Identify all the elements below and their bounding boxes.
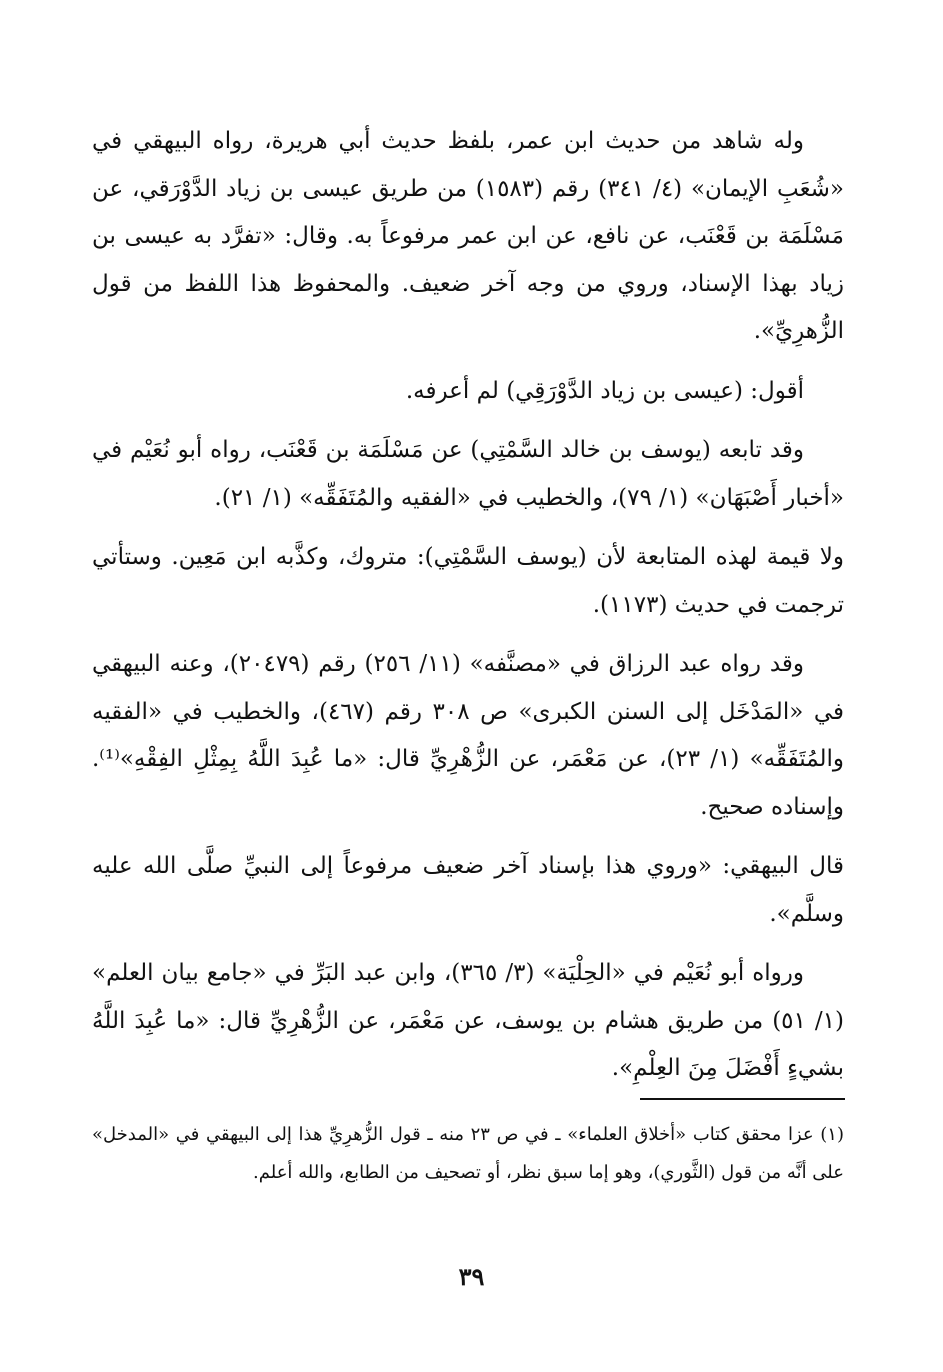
paragraph-shahid: وله شاهد من حديث ابن عمر، بلفظ حديث أبي هريرة، رواه البيهقي في «شُعَبِ الإيمان» (٤/ ٣٤١) رقم (١٥٨٣) من طريق عيسى بن زياد الدَّوْرَقي، عن مَسْلَمَة بن قَعْنَب، عن نافع، عن ابن عمر مرفوعاً به. وقال: «تفرَّد به عيسى بن زياد بهذا الإسناد، وروي من وجه آخر ضعيف. والمحفوظ هذا اللفظ من قول الزُّهرِيِّ». [92,128,845,344]
paragraph-abu-nuaym: ورواه أبو نُعَيْم في «الحِلْيَة» (٣/ ٣٦٥)، وابن عبد البَرِّ في «جامع بيان العلم» (١/ ٥١) من طريق هشام بن يوسف، عن مَعْمَر، عن الزُّهْرِيِّ قال: «ما عُبِدَ اللَّهُ بشيءٍ أَفْضَلَ مِنَ العِلْمِ». [92,960,844,1081]
paragraph-aqul: أقول: (عيسى بن زياد الدَّوْرَقِي) لم أعرفه. [405,377,804,404]
paragraph-abd-al-razzaq: وقد رواه عبد الرزاق في «مصنَّفه» (١١/ ٢٥٦) رقم (٢٠٤٧٩)، وعنه البيهقي في «المَدْخَل إلى السنن الكبرى» ص ٣٠٨ رقم (٤٦٧)، والخطيب في «الفقيه والمُتَفَقِّه» (١/ ٢٣)، عن مَعْمَر، عن الزُّهْرِيِّ قال: «ما عُبِدَ اللَّهُ بِمِثْلِ الفِقْهِ»⁽¹⁾. وإسناده صحيح. [92,651,844,820]
footnote: (١) عزا محقق كتاب «أخلاق العلماء» ـ في ص ٢٣ منه ـ قول الزُّهرِيِّ هذا إلى البيهقي في «المدخل» على أنَّه من قول (الثَّوري)، وهو إما سبق نظر، أو تصحيف من الطابع، والله أعلم. [92,1124,844,1183]
footnote-divider [640,1098,845,1100]
paragraph-bayhaqi-quote: قال البيهقي: «وروي هذا بإسناد آخر ضعيف مرفوعاً إلى النبيِّ صلَّى الله عليه وسلَّم». [92,853,844,927]
paragraph-qima: ولا قيمة لهذه المتابعة لأن (يوسف السَّمْتِي): متروك، وكذَّبه ابن مَعِين. وستأتي ترجمت في حديث (١١٧٣). [92,544,844,618]
paragraph-mutaba: وقد تابعه (يوسف بن خالد السَّمْتِي) عن مَسْلَمَة بن قَعْنَب، رواه أبو نُعَيْم في «أخبار أَصْبَهَان» (١/ ٧٩)، والخطيب في «الفقيه والمُتَفَقِّه» (١/ ٢١). [92,437,844,511]
main-text [92,118,844,1105]
page-number: ٣٩ [458,1262,485,1291]
